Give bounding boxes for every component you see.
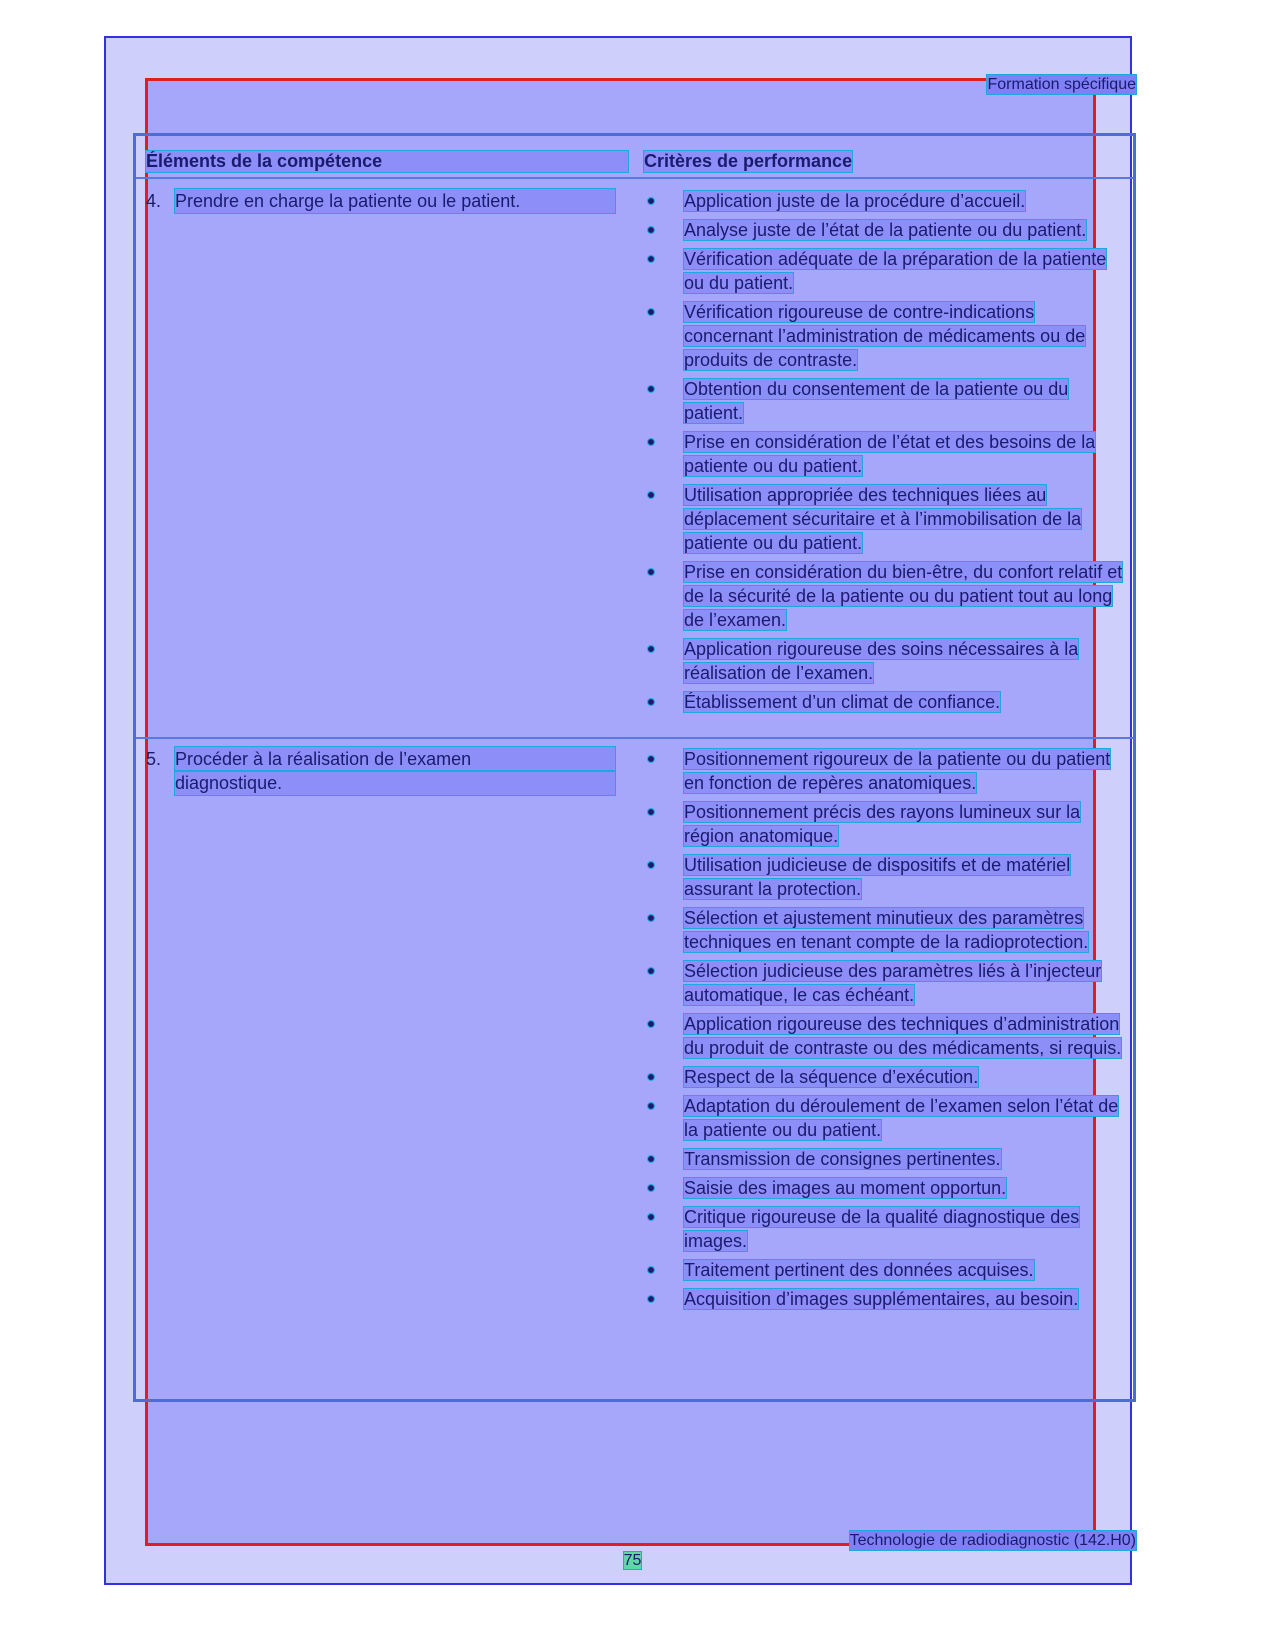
criterion-text: Analyse juste de l’état de la patiente ou du patient.	[684, 220, 1087, 240]
list-item	[648, 800, 1123, 848]
list-item	[648, 747, 1123, 795]
list-item	[648, 959, 1123, 1007]
bullet-icon	[648, 968, 654, 974]
list-item	[648, 430, 1123, 478]
criterion-text: Application rigoureuse des soins nécessaires à la réalisation de l’examen.	[684, 639, 1079, 683]
element-text-line: Procéder à la réalisation de l’examen	[175, 747, 615, 771]
list-item	[648, 1147, 1123, 1171]
bullet-icon	[648, 646, 654, 652]
criterion-text: Critique rigoureuse de la qualité diagnostique des images.	[684, 1207, 1080, 1251]
list-item	[648, 1176, 1123, 1200]
list-item	[648, 906, 1123, 954]
criterion-text: Utilisation judicieuse de dispositifs et de matériel assurant la protection.	[684, 855, 1071, 899]
criterion-text: Prise en considération de l’état et des besoins de la patiente ou du patient.	[684, 432, 1096, 476]
column-header-elements: Éléments de la compétence	[146, 151, 628, 172]
criterion-text: Application juste de la procédure d’accueil.	[684, 191, 1026, 211]
criterion-text: Utilisation appropriée des techniques liées au déplacement sécuritaire et à l’immobilisation de la patiente ou du patient.	[684, 485, 1082, 553]
criterion-text: Vérification rigoureuse de contre-indications concernant l’administration de médicaments ou de produits de contraste.	[684, 302, 1086, 370]
competency-table	[133, 133, 1136, 1402]
list-item	[648, 1258, 1123, 1282]
element-text-line: Prendre en charge la patiente ou le patient.	[175, 189, 615, 213]
list-item	[648, 1205, 1123, 1253]
list-item	[648, 1012, 1123, 1060]
criterion-text: Saisie des images au moment opportun.	[684, 1178, 1007, 1198]
bullet-icon	[648, 1267, 654, 1273]
running-footer: Technologie de radiodiagnostic (142.H0)	[849, 1532, 1136, 1549]
column-header-criteria: Critères de performance	[644, 151, 853, 171]
criterion-text: Vérification adéquate de la préparation de la patiente ou du patient.	[684, 249, 1107, 293]
bullet-icon	[648, 198, 654, 204]
bullet-icon	[648, 915, 654, 921]
criterion-text: Positionnement rigoureux de la patiente ou du patient en fonction de repères anatomiques.	[684, 749, 1111, 793]
list-item	[648, 690, 1123, 714]
list-item	[648, 377, 1123, 425]
bullet-icon	[648, 809, 654, 815]
criterion-text: Respect de la séquence d’exécution.	[684, 1067, 979, 1087]
bullet-icon	[648, 569, 654, 575]
list-item	[648, 1094, 1123, 1142]
criterion-text: Obtention du consentement de la patiente ou du patient.	[684, 379, 1069, 423]
criteria-list	[648, 189, 1123, 719]
criterion-text: Sélection judicieuse des paramètres liés à l’injecteur automatique, le cas échéant.	[684, 961, 1102, 1005]
bullet-icon	[648, 1103, 654, 1109]
criterion-text: Établissement d’un climat de confiance.	[684, 692, 1001, 712]
bullet-icon	[648, 756, 654, 762]
bullet-icon	[648, 1185, 654, 1191]
running-header: Formation spécifique	[987, 76, 1136, 93]
criterion-text: Prise en considération du bien-être, du confort relatif et de la sécurité de la patiente ou du patient tout au long de l’examen.	[684, 562, 1123, 630]
bullet-icon	[648, 386, 654, 392]
list-item	[648, 1287, 1123, 1311]
list-item	[648, 300, 1123, 372]
element-text-line: diagnostique.	[175, 771, 615, 795]
criterion-text: Acquisition d’images supplémentaires, au besoin.	[684, 1289, 1079, 1309]
criteria-list	[648, 747, 1123, 1316]
bullet-icon	[648, 256, 654, 262]
list-item	[648, 637, 1123, 685]
list-item	[648, 853, 1123, 901]
bullet-icon	[648, 1156, 654, 1162]
bullet-icon	[648, 492, 654, 498]
bullet-icon	[648, 1296, 654, 1302]
row-divider	[136, 737, 1133, 739]
bullet-icon	[648, 1021, 654, 1027]
criterion-text: Traitement pertinent des données acquises.	[684, 1260, 1034, 1280]
bullet-icon	[648, 439, 654, 445]
element-text	[175, 189, 615, 213]
list-item	[648, 560, 1123, 632]
list-item	[648, 483, 1123, 555]
criterion-text: Transmission de consignes pertinentes.	[684, 1149, 1001, 1169]
element-number: 5.	[146, 749, 162, 769]
criterion-text: Sélection et ajustement minutieux des paramètres techniques en tenant compte de la radioprotection.	[684, 908, 1089, 952]
page-number-value: 75	[623, 1552, 642, 1569]
element-text	[175, 747, 615, 795]
header-divider	[136, 177, 1133, 179]
criterion-text: Application rigoureuse des techniques d’administration du produit de contraste ou des médicaments, si requis.	[684, 1014, 1122, 1058]
list-item	[648, 189, 1123, 213]
bullet-icon	[648, 227, 654, 233]
page-number	[0, 1551, 1265, 1570]
bullet-icon	[648, 1214, 654, 1220]
list-item	[648, 218, 1123, 242]
bullet-icon	[648, 699, 654, 705]
bullet-icon	[648, 862, 654, 868]
bullet-icon	[648, 309, 654, 315]
criterion-text: Positionnement précis des rayons lumineux sur la région anatomique.	[684, 802, 1081, 846]
bullet-icon	[648, 1074, 654, 1080]
element-number: 4.	[146, 191, 162, 211]
list-item	[648, 1065, 1123, 1089]
list-item	[648, 247, 1123, 295]
criterion-text: Adaptation du déroulement de l’examen selon l’état de la patiente ou du patient.	[684, 1096, 1119, 1140]
